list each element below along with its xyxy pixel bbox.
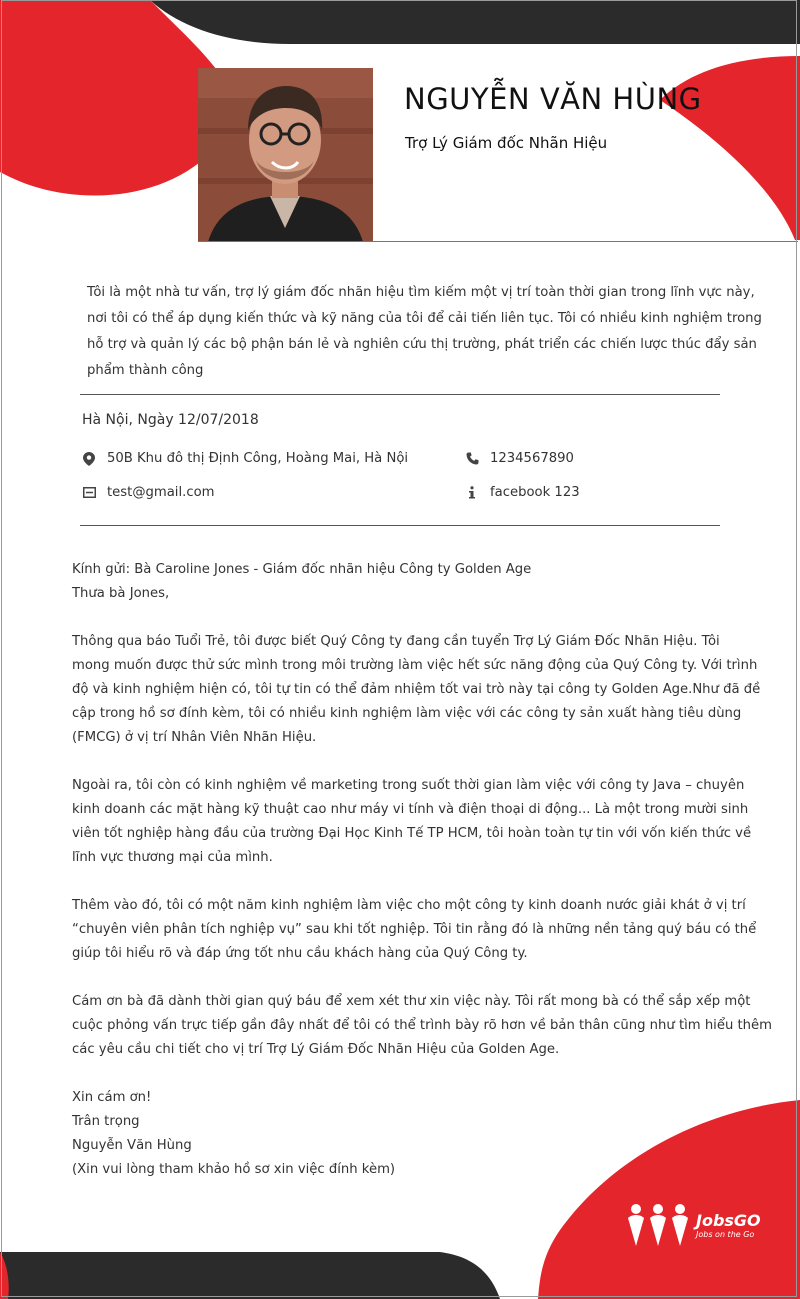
- summary-section: [87, 280, 762, 384]
- letter-line: các yêu cầu chi tiết cho vị trí Trợ Lý Giám Đốc Nhãn Hiệu của Golden Age.: [72, 1042, 560, 1057]
- summary-line: hỗ trợ và quản lý các bộ phận bán lẻ và nghiên cứu thị trường, phát triển các chiến lược thúc đẩy sản: [87, 337, 757, 352]
- header-divider: [198, 241, 798, 242]
- profile-photo: [198, 68, 373, 242]
- contact-address: [82, 451, 408, 466]
- letter-line: giúp tôi hiểu rõ và đáp ứng tốt nhu cầu khách hàng của Quý Công ty.: [72, 946, 528, 961]
- bottom-dark-band: [0, 1252, 500, 1299]
- closing-line: Xin cám ơn!: [72, 1090, 152, 1105]
- phone-icon: [465, 452, 479, 466]
- info-icon: [465, 486, 479, 500]
- divider-top: [80, 394, 720, 395]
- letter-date: Hà Nội, Ngày 12/07/2018: [82, 412, 259, 428]
- letter-line: cuộc phỏng vấn trực tiếp gần đây nhất để tôi có thể trình bày rõ hơn về bản thân cũng như tìm hiểu thêm: [72, 1018, 772, 1033]
- letter-line: kinh doanh các mặt hàng kỹ thuật cao như máy vi tính và điện thoại di động... Là một trong mười sinh: [72, 802, 749, 817]
- letter-line: cập trong hồ sơ đính kèm, tôi có nhiều kinh nghiệm làm việc với các công ty sản xuất hàng tiêu dùng: [72, 706, 742, 721]
- closing-line: Nguyễn Văn Hùng: [72, 1138, 192, 1153]
- candidate-name: NGUYỄN VĂN HÙNG: [404, 82, 702, 116]
- letter-line: “chuyên viên phân tích nghiệp vụ” sau khi tốt nghiệp. Tôi tin rằng đó là những nền tảng quý báu có thể: [72, 922, 757, 937]
- letter-line: (FMCG) ở vị trí Nhân Viên Nhãn Hiệu.: [72, 730, 317, 745]
- jobsgo-people-icon: [626, 1202, 692, 1248]
- closing-line: (Xin vui lòng tham khảo hồ sơ xin việc đính kèm): [72, 1162, 396, 1177]
- letter-paragraph-1: [72, 630, 761, 750]
- facebook-text: facebook 123: [490, 485, 580, 500]
- contact-email: [82, 485, 215, 500]
- letter-greeting: Thưa bà Jones,: [72, 586, 170, 601]
- letter-line: Ngoài ra, tôi còn có kinh nghiệm về marketing trong suốt thời gian làm việc với công ty Java – chuyên: [72, 778, 745, 793]
- map-pin-icon: [82, 452, 96, 466]
- email-text: test@gmail.com: [107, 485, 215, 500]
- address-text: 50B Khu đô thị Định Công, Hoàng Mai, Hà Nội: [107, 451, 409, 466]
- letter-line: mong muốn được thử sức mình trong môi trường làm việc hết sức năng động của Quý Công ty. Với trình: [72, 658, 758, 673]
- letter-salutation: Kính gửi: Bà Caroline Jones - Giám đốc nhãn hiệu Công ty Golden Age: [72, 562, 532, 577]
- logo-tagline: Jobs on the Go: [696, 1230, 755, 1239]
- letter-paragraph-4: [72, 990, 772, 1062]
- jobsgo-logo: [626, 1202, 761, 1248]
- letter-line: Cám ơn bà đã dành thời gian quý báu để xem xét thư xin việc này. Tôi rất mong bà có thể sắp xếp một: [72, 994, 751, 1009]
- letter-line: độ và kinh nghiệm hiện có, tôi tự tin có thể đảm nhiệm tốt vai trò này tại công ty Golden Age.Như đã đề: [72, 682, 761, 697]
- letter-line: lĩnh vực thương mại của mình.: [72, 850, 273, 865]
- letter-paragraph-2: [72, 774, 752, 870]
- summary-line: nơi tôi có thể áp dụng kiến thức và kỹ năng của tôi để cải tiến liên tục. Tôi có nhiều kinh nghiệm trong: [87, 311, 762, 326]
- contact-phone: [465, 451, 574, 466]
- phone-text: 1234567890: [490, 451, 574, 466]
- divider-bottom: [80, 525, 720, 526]
- summary-line: Tôi là một nhà tư vấn, trợ lý giám đốc nhãn hiệu tìm kiếm một vị trí toàn thời gian trong lĩnh vực này,: [87, 285, 755, 300]
- letter-body: [72, 558, 772, 1182]
- contact-facebook: [465, 485, 580, 500]
- summary-line: phẩm thành công: [87, 363, 204, 378]
- mail-icon: [82, 486, 96, 500]
- letter-line: Thông qua báo Tuổi Trẻ, tôi được biết Quý Công ty đang cần tuyển Trợ Lý Giám Đốc Nhãn Hiệu. Tôi: [72, 634, 720, 649]
- letter-closing: [72, 1086, 752, 1182]
- letter-line: Thêm vào đó, tôi có một năm kinh nghiệm làm việc cho một công ty kinh doanh nước giải khát ở vị trí: [72, 898, 746, 913]
- closing-line: Trân trọng: [72, 1114, 140, 1129]
- logo-name: JobsGO: [696, 1211, 761, 1230]
- letter-paragraph-3: [72, 894, 757, 966]
- job-title: Trợ Lý Giám đốc Nhãn Hiệu: [405, 134, 608, 152]
- letter-line: viên tốt nghiệp hàng đầu của trường Đại Học Kinh Tế TP HCM, tôi hoàn toàn tự tin với vốn kiến thức về: [72, 826, 752, 841]
